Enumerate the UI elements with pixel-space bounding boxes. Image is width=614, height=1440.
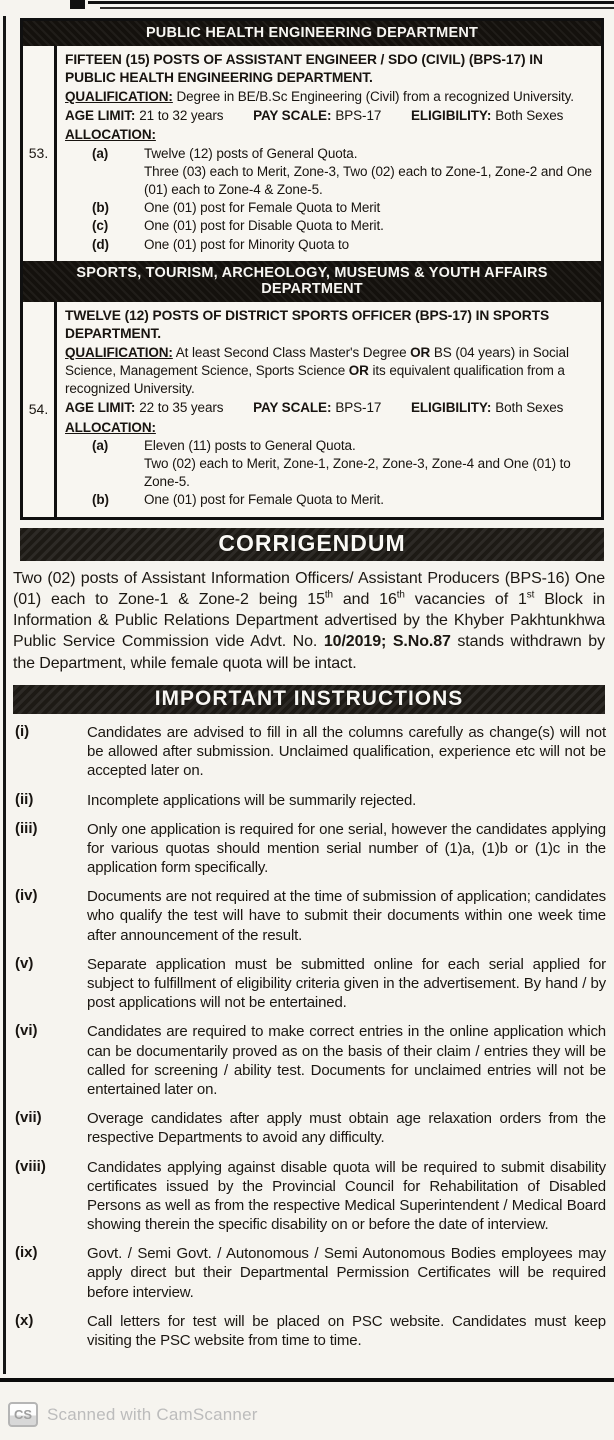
corrigendum-text-part: Block in Information & Public Relations Department advertised by the Khyber Pakhtunkhwa Public Service Commission vide Advt. No. bbox=[13, 590, 605, 651]
qualification-line-54 bbox=[65, 344, 594, 399]
allocation-key: (a) bbox=[92, 437, 109, 453]
allocation-key: (a) bbox=[92, 145, 109, 161]
instruction-text: Overage candidates after apply must obtain age relaxation orders from the respective Departments to avoid any difficulty. bbox=[87, 1110, 606, 1147]
department-header-sports-tourism: SPORTS, TOURISM, ARCHEOLOGY, MUSEUMS & YOUTH AFFAIRS DEPARTMENT bbox=[23, 261, 601, 302]
document-content bbox=[13, 18, 606, 1360]
allocation-item bbox=[65, 236, 594, 254]
instruction-item bbox=[13, 1312, 606, 1350]
instruction-item bbox=[13, 1244, 606, 1302]
age-limit-group bbox=[65, 107, 223, 125]
job-row-53 bbox=[23, 46, 601, 261]
instruction-item bbox=[13, 723, 606, 781]
eligibility-label: ELIGIBILITY: bbox=[410, 400, 492, 416]
job-details-54 bbox=[57, 302, 601, 517]
scan-left-border-line bbox=[3, 16, 6, 1374]
instruction-number: (viii) bbox=[15, 1157, 46, 1175]
age-limit-label: AGE LIMIT: bbox=[65, 400, 136, 416]
instruction-number: (vi) bbox=[15, 1022, 38, 1040]
instruction-text: Separate application must be submitted online for each serial applied for subject to fulfillment of eligibility criteria given in the advertisement. By hand / by post applications will not be entertained. bbox=[87, 955, 606, 1012]
allocation-key: (b) bbox=[92, 492, 109, 508]
corrigendum-paragraph bbox=[13, 568, 605, 674]
age-limit-group bbox=[65, 399, 223, 417]
instruction-number: (ix) bbox=[15, 1244, 38, 1262]
allocation-text bbox=[144, 437, 594, 492]
eligibility-value: Both Sexes bbox=[495, 400, 564, 416]
instruction-number: (i) bbox=[15, 722, 30, 740]
job-row-54 bbox=[23, 302, 601, 517]
allocation-key: (b) bbox=[92, 200, 109, 216]
instruction-text: Call letters for test will be placed on PSC website. Candidates must keep visiting the PSC website from time to time. bbox=[87, 1312, 606, 1350]
instruction-text: Candidates are advised to fill in all the columns carefully as change(s) will not be allowed after submission. Unclaimed qualification, experience etc will not be accepted later on. bbox=[87, 723, 606, 780]
instruction-item bbox=[13, 1109, 606, 1147]
qualification-line-53 bbox=[65, 88, 594, 106]
qualification-text: At least Second Class Master's Degree bbox=[172, 344, 411, 360]
department-header-public-health: PUBLIC HEALTH ENGINEERING DEPARTMENT bbox=[23, 21, 601, 46]
instruction-text: Candidates are required to make correct entries in the online application which can be documentarily proved as on the basis of their claim / entries they will be called for screening / ability test. Documents for unclaimed entries will not be entertained later on. bbox=[87, 1023, 606, 1098]
scan-top-border-line-2 bbox=[100, 7, 614, 9]
qualification-label: QUALIFICATION: bbox=[65, 88, 173, 104]
corrigendum-text-part: stands withdrawn by the Department, while female quota will be intact. bbox=[13, 633, 605, 672]
ordinal-superscript: th bbox=[324, 589, 333, 601]
allocation-item bbox=[65, 145, 594, 200]
instruction-number: (iv) bbox=[15, 887, 38, 905]
qualification-text: BS (04 years) in Social Science, Management Science, Sports Science bbox=[65, 344, 569, 378]
corrigendum-text-part: vacancies of 1 bbox=[404, 590, 527, 608]
meta-line-54 bbox=[65, 399, 594, 417]
instruction-text: Only one application is required for one serial, however the candidates applying for various quotas should mention serial number of (1)a, (1)b or (1)c in the application form specifically. bbox=[87, 820, 606, 877]
age-limit-label: AGE LIMIT: bbox=[65, 108, 136, 124]
ordinal-superscript: st bbox=[526, 589, 535, 601]
age-limit-value: 22 to 35 years bbox=[139, 400, 224, 416]
instruction-item bbox=[13, 887, 606, 945]
eligibility-value: Both Sexes bbox=[495, 108, 564, 124]
eligibility-group bbox=[411, 107, 563, 125]
qualification-or: OR bbox=[410, 344, 431, 360]
allocation-item bbox=[65, 199, 594, 217]
pay-scale-value: BPS-17 bbox=[335, 108, 382, 124]
job-details-53 bbox=[57, 46, 601, 261]
instruction-number: (v) bbox=[15, 954, 34, 972]
allocation-key: (d) bbox=[92, 236, 109, 252]
allocation-key: (c) bbox=[92, 218, 109, 234]
job-title-53: FIFTEEN (15) POSTS OF ASSISTANT ENGINEER / SDO (CIVIL) (BPS-17) IN PUBLIC HEALTH ENGINEERING DEPARTMENT. bbox=[65, 52, 543, 85]
allocation-line: One (01) post for Minority Quota to bbox=[144, 236, 350, 252]
serial-number-54: 54. bbox=[23, 302, 57, 517]
serial-number-53: 53. bbox=[23, 46, 57, 261]
instruction-text: Candidates applying against disable quota will be required to submit disability certificates issued by the Provincial Council for Rehabilitation of Disabled Persons as well as from the respective Medical Superintendent / Medical Board showing therein the specific disability on or before the date of interview. bbox=[87, 1158, 606, 1234]
allocation-line: One (01) post for Female Quota to Merit. bbox=[144, 492, 384, 508]
pay-scale-label: PAY SCALE: bbox=[253, 108, 332, 124]
pay-scale-group bbox=[253, 107, 381, 125]
instruction-text: Govt. / Semi Govt. / Autonomous / Semi Autonomous Bodies employees may apply direct but their Departmental Permission Certificates will be required before interview. bbox=[87, 1245, 606, 1301]
allocation-line: Two (02) each to Merit, Zone-1, Zone-2, Zone-3, Zone-4 and One (01) to Zone-5. bbox=[144, 455, 571, 490]
ordinal-superscript: th bbox=[396, 589, 405, 601]
scan-bottom-border-line bbox=[0, 1378, 614, 1382]
allocation-line: One (01) post for Disable Quota to Merit. bbox=[144, 218, 384, 234]
qualification-text: Degree in BE/B.Sc Engineering (Civil) from a recognized University. bbox=[172, 88, 574, 104]
qualification-or: OR bbox=[348, 362, 369, 378]
pay-scale-label: PAY SCALE: bbox=[253, 400, 332, 416]
qualification-label: QUALIFICATION: bbox=[65, 344, 173, 360]
instruction-number: (iii) bbox=[15, 819, 38, 837]
scan-top-border-line bbox=[88, 1, 614, 4]
allocation-item bbox=[65, 437, 594, 492]
corrigendum-text-part: Two (02) posts of Assistant Information Officers/ Assistant Producers (BPS-16) One (01) each to Zone-1 & Zone-2 being 15 bbox=[13, 569, 605, 608]
corrigendum-text-part: and 16 bbox=[332, 590, 397, 608]
pay-scale-value: BPS-17 bbox=[335, 400, 382, 416]
instruction-item bbox=[13, 820, 606, 878]
instruction-item bbox=[13, 955, 606, 1013]
allocation-item bbox=[65, 491, 594, 509]
instruction-number: (x) bbox=[15, 1311, 34, 1329]
instruction-text: Documents are not required at the time of submission of application; candidates who qualify the test will have to submit their documents within one week time after announcement of the result. bbox=[87, 888, 606, 944]
instruction-item bbox=[13, 1158, 606, 1235]
instruction-number: (vii) bbox=[15, 1109, 42, 1127]
allocation-line: Three (03) each to Merit, Zone-3, Two (02) each to Zone-1, Zone-2 and One (01) each to Zone-4 & Zone-5. bbox=[144, 163, 592, 197]
allocation-text bbox=[144, 145, 594, 200]
pay-scale-group bbox=[253, 399, 381, 417]
allocation-label-54: ALLOCATION: bbox=[65, 419, 156, 435]
instruction-text: Incomplete applications will be summarily rejected. bbox=[87, 791, 417, 809]
scan-top-border-stub bbox=[70, 0, 85, 9]
qualification-text: its equivalent qualification from a recognized University. bbox=[65, 362, 565, 397]
instructions-list bbox=[13, 723, 606, 1350]
eligibility-label: ELIGIBILITY: bbox=[410, 108, 492, 124]
corrigendum-header-bar: CORRIGENDUM bbox=[20, 528, 604, 561]
job-posts-table bbox=[20, 18, 604, 520]
meta-line-53 bbox=[65, 107, 594, 125]
allocation-line: Eleven (11) posts to General Quota. bbox=[144, 437, 356, 453]
important-instructions-header-bar: IMPORTANT INSTRUCTIONS bbox=[13, 685, 605, 714]
instruction-number: (ii) bbox=[15, 790, 34, 808]
camscanner-logo-icon: CS bbox=[8, 1402, 38, 1427]
eligibility-group bbox=[411, 399, 563, 417]
advert-number: 10/2019; S.No.87 bbox=[323, 633, 451, 651]
allocation-label-53: ALLOCATION: bbox=[65, 127, 156, 143]
instruction-item bbox=[13, 1022, 606, 1099]
camscanner-footer bbox=[8, 1402, 258, 1427]
allocation-item bbox=[65, 217, 594, 235]
instruction-item bbox=[13, 791, 606, 810]
allocation-line: Twelve (12) posts of General Quota. bbox=[144, 145, 358, 161]
age-limit-value: 21 to 32 years bbox=[139, 108, 224, 124]
job-title-54: TWELVE (12) POSTS OF DISTRICT SPORTS OFFICER (BPS-17) IN SPORTS DEPARTMENT. bbox=[65, 307, 550, 341]
allocation-line: One (01) post for Female Quota to Merit bbox=[144, 200, 381, 216]
camscanner-watermark-text: Scanned with CamScanner bbox=[47, 1404, 258, 1424]
